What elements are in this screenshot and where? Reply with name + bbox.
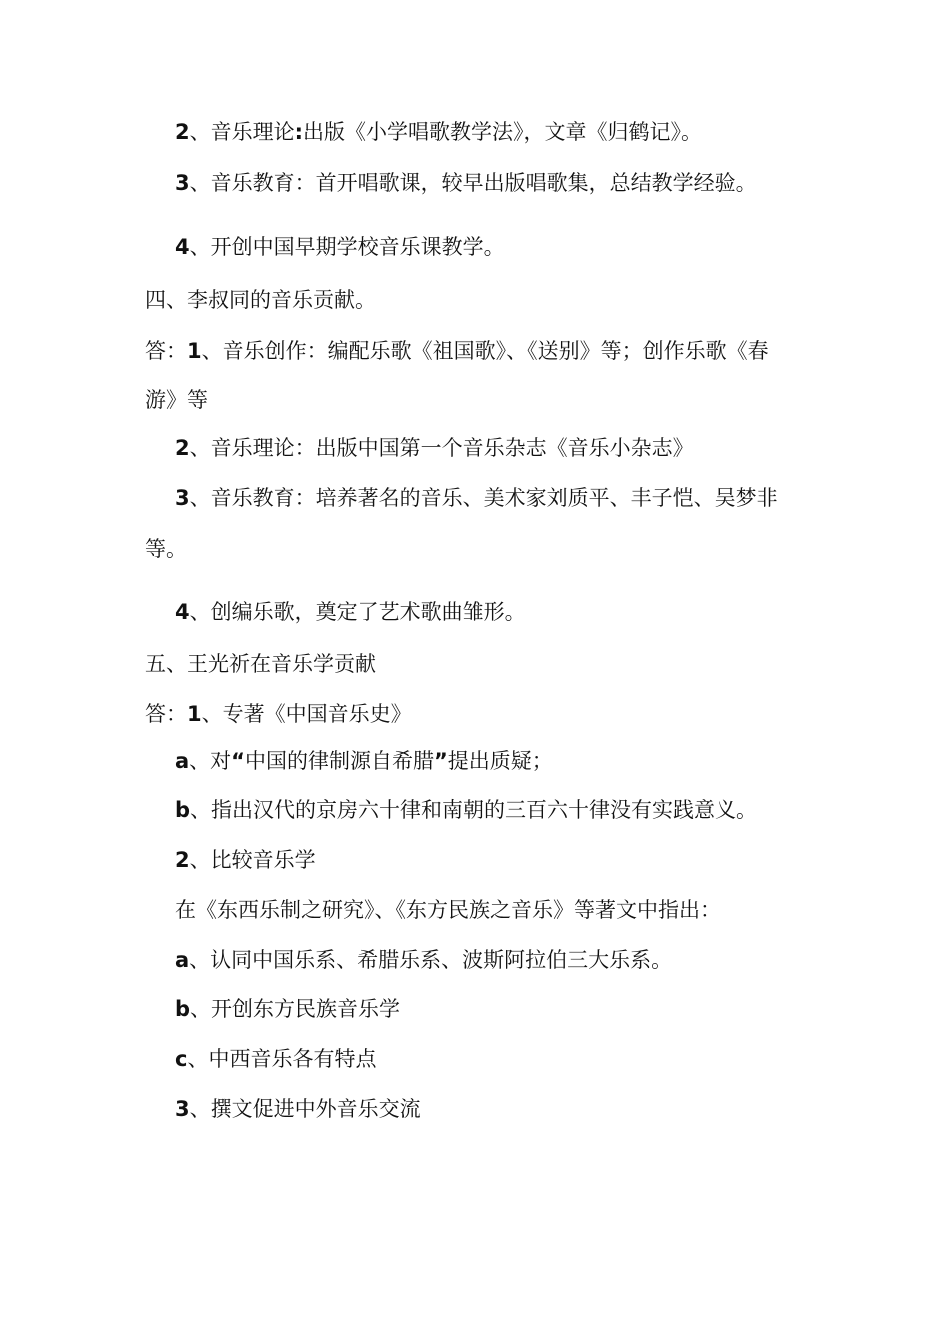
text-line (145, 386, 810, 414)
line-text: 、中西音乐各有特点 (187, 1047, 377, 1071)
line-text: 、撰文促进中外音乐交流 (189, 1097, 421, 1121)
line-text: 游》等 (145, 388, 208, 412)
open-quote: “ (231, 749, 245, 773)
text-line (175, 747, 810, 775)
list-letter: a (175, 749, 190, 773)
line-text: 、开创中国早期学校音乐课教学。 (189, 235, 505, 259)
line-text: 、创编乐歌，奠定了艺术歌曲雏形。 (189, 600, 526, 624)
list-number: 4 (175, 600, 190, 624)
list-number: 1 (187, 702, 202, 726)
text-line (175, 434, 810, 462)
list-letter: a (175, 948, 190, 972)
text-line (175, 484, 810, 512)
text-line (145, 700, 810, 728)
line-text-rest: 出版《小学唱歌教学法》，文章《归鹤记》。 (303, 120, 703, 144)
text-line (145, 535, 810, 563)
section-heading (145, 286, 810, 314)
text-line (175, 118, 810, 146)
section-heading (145, 650, 810, 678)
line-text: 、音乐教育：首开唱歌课，较早出版唱歌集，总结教学经验。 (189, 171, 757, 195)
list-number: 2 (175, 120, 190, 144)
list-letter: c (175, 1047, 188, 1071)
list-number: 3 (175, 486, 190, 510)
text-line (175, 796, 810, 824)
list-letter: b (175, 798, 191, 822)
line-text: 、开创东方民族音乐学 (190, 997, 401, 1021)
text-line (175, 598, 810, 626)
list-number: 4 (175, 235, 190, 259)
line-text: 五、王光祈在音乐学贡献 (145, 652, 376, 676)
list-number: 2 (175, 848, 190, 872)
list-number: 3 (175, 171, 190, 195)
text-line (175, 1045, 810, 1073)
line-text: 、认同中国乐系、希腊乐系、波斯阿拉伯三大乐系。 (189, 948, 673, 972)
list-number: 3 (175, 1097, 190, 1121)
close-quote: ” (433, 749, 448, 773)
text-line (145, 337, 810, 365)
line-text: 、音乐创作：编配乐歌《祖国歌》、《送别》等；创作乐歌《春 (201, 339, 769, 363)
line-text: 、音乐理论 (189, 120, 295, 144)
list-number: 2 (175, 436, 190, 460)
line-text: 、专著《中国音乐史》 (201, 702, 412, 726)
line-text: 等。 (145, 537, 187, 561)
quoted-text: 中国的律制源自希腊 (244, 749, 434, 773)
text-line (175, 896, 810, 924)
line-text: 、比较音乐学 (189, 848, 316, 872)
text-line (175, 1095, 810, 1123)
text-line (175, 946, 810, 974)
colon: : (294, 120, 304, 144)
line-text: 在《东西乐制之研究》、《东方民族之音乐》等著文中指出： (175, 898, 721, 922)
list-number: 1 (187, 339, 202, 363)
text-line (175, 995, 810, 1023)
list-letter: b (175, 997, 191, 1021)
text-line (175, 846, 810, 874)
line-text-rest: 提出质疑； (447, 749, 553, 773)
answer-prefix: 答： (145, 702, 187, 726)
answer-prefix: 答： (145, 339, 187, 363)
text-line (175, 233, 810, 261)
line-text: 、音乐理论：出版中国第一个音乐杂志《音乐小杂志》 (189, 436, 694, 460)
line-text: 、指出汉代的京房六十律和南朝的三百六十律没有实践意义。 (190, 798, 758, 822)
text-line (175, 169, 810, 197)
line-text: 、对 (189, 749, 232, 773)
line-text: 、音乐教育：培养著名的音乐、美术家刘质平、丰子恺、吴梦非 (189, 486, 778, 510)
line-text: 四、李叔同的音乐贡献。 (145, 288, 376, 312)
